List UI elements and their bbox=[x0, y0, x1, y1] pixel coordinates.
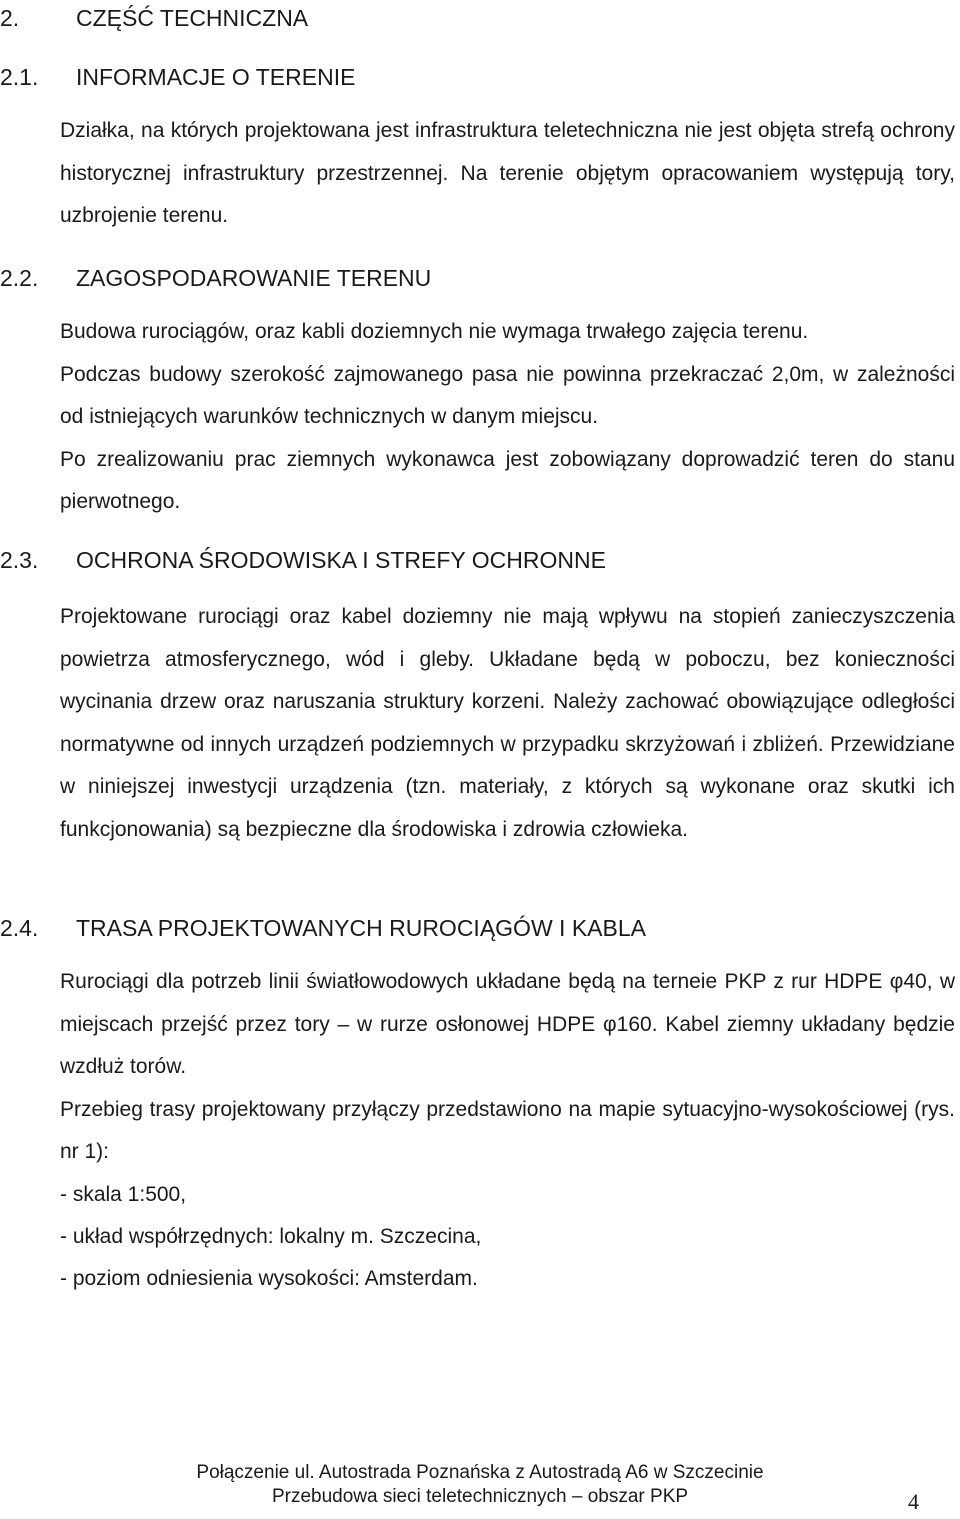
list-item: - skala 1:500, bbox=[60, 1183, 187, 1206]
section-2-1-body bbox=[60, 110, 955, 238]
heading-number: 2.1. bbox=[0, 64, 39, 90]
heading-number: 2.4. bbox=[0, 915, 39, 941]
heading-number: 2.2. bbox=[0, 265, 39, 291]
heading-number: 2.3. bbox=[0, 547, 39, 573]
paragraph: Rurociągi dla potrzeb linii światłowodowych układane będą na terneie PKP z rur HDPE φ40, w miejscach przejść przez tory – w rurze osłonowej HDPE φ160. Kabel ziemny układany będzie wzdłuż torów. bbox=[60, 970, 955, 1078]
footer-line-2: Przebudowa sieci teletechnicznych – obszar PKP bbox=[271, 1486, 689, 1507]
list-item: - poziom odniesienia wysokości: Amsterdam. bbox=[60, 1267, 478, 1290]
section-2-4-body bbox=[60, 961, 955, 1174]
section-2-3-body bbox=[60, 596, 955, 851]
page-number: 4 bbox=[908, 1489, 919, 1514]
section-2-2-body bbox=[60, 311, 955, 524]
list-item: - układ współrzędnych: lokalny m. Szczecina, bbox=[60, 1225, 482, 1248]
heading-text: OCHRONA ŚRODOWISKA I STREFY OCHRONNE bbox=[76, 547, 606, 573]
heading-text: TRASA PROJEKTOWANYCH RUROCIĄGÓW I KABLA bbox=[76, 915, 646, 941]
heading-number: 2. bbox=[0, 5, 20, 31]
heading-text: ZAGOSPODAROWANIE TERENU bbox=[76, 265, 432, 291]
heading-text: INFORMACJE O TERENIE bbox=[76, 64, 356, 90]
paragraph: Przebieg trasy projektowany przyłączy przedstawiono na mapie sytuacyjno-wysokościowej (rys. nr 1): bbox=[60, 1097, 955, 1163]
footer-line-1: Połączenie ul. Autostrada Poznańska z Autostradą A6 w Szczecinie bbox=[196, 1462, 764, 1483]
paragraph: Podczas budowy szerokość zajmowanego pasa nie powinna przekraczać 2,0m, w zależności od istniejących warunków technicznych w danym miejscu. bbox=[60, 362, 955, 428]
paragraph: Budowa rurociągów, oraz kabli doziemnych nie wymaga trwałego zajęcia terenu. bbox=[60, 320, 809, 343]
paragraph: Projektowane rurociągi oraz kabel doziemny nie mają wpływu na stopień zanieczyszczenia powietrza atmosferycznego, wód i gleby. Układane będą w poboczu, bez konieczności wycinania drzew oraz naruszania struktury korzeni. Należy zachować obowiązujące odległości normatywne od innych urządzeń podziemnych w przypadku skrzyżowań i zbliżeń. Przewidziane w niniejszej inwestycji urządzenia (tzn. materiały, z których są wykonane oraz skutki ich funkcjonowania) są bezpieczne dla środowiska i zdrowia człowieka. bbox=[60, 605, 955, 841]
paragraph: Działka, na których projektowana jest infrastruktura teletechniczna nie jest objęta strefą ochrony historycznej infrastruktury przestrzennej. Na terenie objętym opracowaniem występują tory, uzbrojenie terenu. bbox=[60, 119, 955, 227]
paragraph: Po zrealizowaniu prac ziemnych wykonawca jest zobowiązany doprowadzić teren do stanu pierwotnego. bbox=[60, 447, 955, 513]
heading-text: CZĘŚĆ TECHNICZNA bbox=[76, 5, 309, 31]
